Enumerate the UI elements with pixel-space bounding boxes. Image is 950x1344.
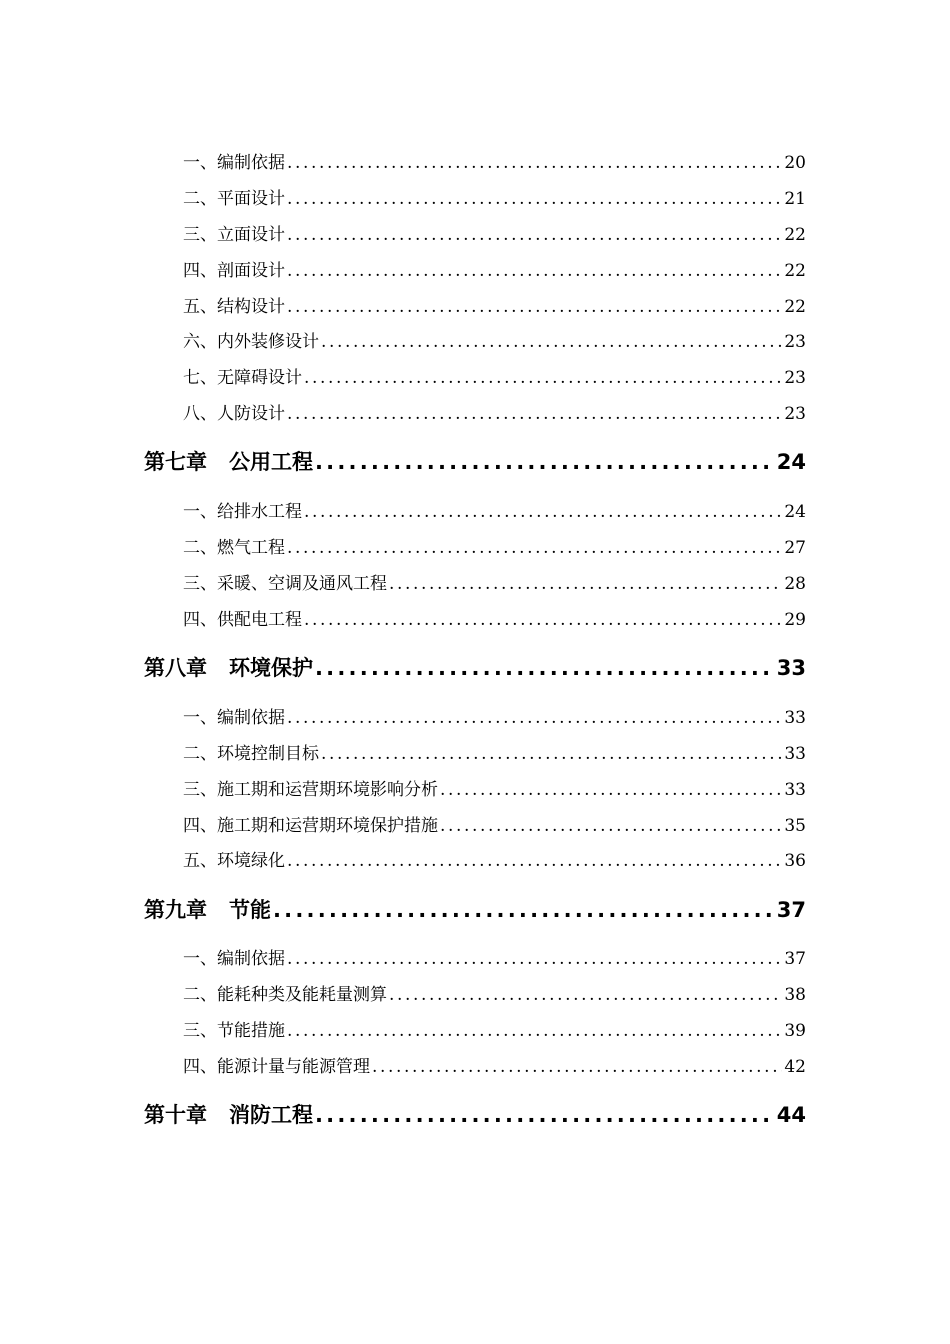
toc-dot-leader <box>287 849 782 873</box>
toc-entry-title: 四、剖面设计 <box>183 261 285 281</box>
toc-entry-title: 三、节能措施 <box>183 1021 285 1041</box>
toc-entry[interactable] <box>183 330 806 354</box>
toc-dot-leader <box>389 572 782 596</box>
toc-chapter-entry[interactable] <box>144 654 806 682</box>
toc-entry-title: 四、供配电工程 <box>183 610 302 630</box>
toc-page-number: 35 <box>784 816 806 836</box>
toc-chapter-title <box>144 448 313 476</box>
toc-dot-leader <box>287 187 782 211</box>
toc-page-number: 44 <box>776 1103 806 1127</box>
toc-entry-title: 五、环境绿化 <box>183 851 285 871</box>
toc-dot-leader <box>304 500 782 524</box>
toc-entry-title: 一、编制依据 <box>183 949 285 969</box>
toc-entry-title: 一、编制依据 <box>183 153 285 173</box>
toc-entry[interactable] <box>183 1019 806 1043</box>
toc-entry-title: 一、编制依据 <box>183 708 285 728</box>
toc-dot-leader <box>304 366 782 390</box>
toc-entry-title: 五、结构设计 <box>183 297 285 317</box>
toc-entry[interactable] <box>183 572 806 596</box>
toc-chapter-number: 第七章 <box>144 450 207 474</box>
toc-entry[interactable] <box>183 536 806 560</box>
toc-dot-leader <box>287 151 782 175</box>
toc-entry[interactable] <box>183 947 806 971</box>
toc-entry[interactable] <box>183 814 806 838</box>
toc-entry-title: 二、环境控制目标 <box>183 744 319 764</box>
toc-page-number: 20 <box>784 153 806 173</box>
toc-chapter-number: 第十章 <box>144 1103 207 1127</box>
toc-entry[interactable] <box>183 223 806 247</box>
toc-entry-title: 一、给排水工程 <box>183 502 302 522</box>
toc-chapter-name: 环境保护 <box>229 656 313 680</box>
toc-entry[interactable] <box>183 187 806 211</box>
toc-dot-leader <box>287 1019 782 1043</box>
toc-dot-leader <box>315 1101 775 1129</box>
toc-page-number: 33 <box>784 780 806 800</box>
toc-chapter-entry[interactable] <box>144 896 806 924</box>
toc-page-number: 27 <box>784 538 806 558</box>
toc-entry[interactable] <box>183 1055 806 1079</box>
toc-page-number: 22 <box>784 297 806 317</box>
toc-entry[interactable] <box>183 151 806 175</box>
toc-chapter-title <box>144 896 271 924</box>
toc-page-number: 29 <box>784 610 806 630</box>
toc-dot-leader <box>315 654 775 682</box>
toc-entry-title: 三、施工期和运营期环境影响分析 <box>183 780 438 800</box>
toc-dot-leader <box>287 402 782 426</box>
toc-chapter-name: 消防工程 <box>229 1103 313 1127</box>
toc-entry[interactable] <box>183 983 806 1007</box>
toc-dot-leader <box>304 608 782 632</box>
toc-chapter-name: 公用工程 <box>229 450 313 474</box>
toc-page-number: 23 <box>784 368 806 388</box>
toc-dot-leader <box>287 947 782 971</box>
toc-dot-leader <box>440 814 782 838</box>
toc-page-number: 24 <box>784 502 806 522</box>
toc-page-number: 23 <box>784 332 806 352</box>
toc-page-number: 36 <box>784 851 806 871</box>
toc-entry-title: 四、施工期和运营期环境保护措施 <box>183 816 438 836</box>
toc-entry[interactable] <box>183 778 806 802</box>
toc-page-number: 33 <box>776 656 806 680</box>
toc-entry-title: 二、平面设计 <box>183 189 285 209</box>
toc-entry[interactable] <box>183 500 806 524</box>
toc-chapter-number: 第八章 <box>144 656 207 680</box>
toc-chapter-entry[interactable] <box>144 448 806 476</box>
toc-entry[interactable] <box>183 295 806 319</box>
toc-page-number: 21 <box>784 189 806 209</box>
toc-dot-leader <box>315 448 775 476</box>
toc-dot-leader <box>287 223 782 247</box>
toc-dot-leader <box>287 536 782 560</box>
toc-entry-title: 八、人防设计 <box>183 404 285 424</box>
toc-entry[interactable] <box>183 259 806 283</box>
toc-page-number: 24 <box>776 450 806 474</box>
toc-entry-title: 二、燃气工程 <box>183 538 285 558</box>
toc-page-number: 28 <box>784 574 806 594</box>
toc-entry-title: 四、能源计量与能源管理 <box>183 1057 370 1077</box>
toc-chapter-title <box>144 1101 313 1129</box>
toc-dot-leader <box>321 742 782 766</box>
toc-page-number: 22 <box>784 225 806 245</box>
toc-entry[interactable] <box>183 608 806 632</box>
toc-chapter-number: 第九章 <box>144 898 207 922</box>
toc-page-number: 37 <box>784 949 806 969</box>
toc-chapter-entry[interactable] <box>144 1101 806 1129</box>
toc-dot-leader <box>440 778 782 802</box>
toc-dot-leader <box>372 1055 782 1079</box>
toc-dot-leader <box>287 706 782 730</box>
toc-chapter-name: 节能 <box>229 898 271 922</box>
toc-entry-title: 七、无障碍设计 <box>183 368 302 388</box>
toc-page-number: 38 <box>784 985 806 1005</box>
toc-page-number: 33 <box>784 708 806 728</box>
toc-dot-leader <box>287 295 782 319</box>
toc-page-number: 39 <box>784 1021 806 1041</box>
toc-entry[interactable] <box>183 402 806 426</box>
toc-chapter-title <box>144 654 313 682</box>
toc-entry-title: 三、立面设计 <box>183 225 285 245</box>
toc-page-number: 33 <box>784 744 806 764</box>
toc-dot-leader <box>273 896 775 924</box>
toc-page-number: 22 <box>784 261 806 281</box>
toc-entry-title: 三、采暖、空调及通风工程 <box>183 574 387 594</box>
toc-dot-leader <box>287 259 782 283</box>
toc-page-number: 23 <box>784 404 806 424</box>
toc-dot-leader <box>389 983 782 1007</box>
toc-entry[interactable] <box>183 366 806 390</box>
toc-entry[interactable] <box>183 849 806 873</box>
toc-entry-title: 六、内外装修设计 <box>183 332 319 352</box>
toc-page-number: 42 <box>784 1057 806 1077</box>
toc-entry[interactable] <box>183 706 806 730</box>
toc-page-number: 37 <box>776 898 806 922</box>
toc-dot-leader <box>321 330 782 354</box>
toc-entry[interactable] <box>183 742 806 766</box>
toc-entry-title: 二、能耗种类及能耗量测算 <box>183 985 387 1005</box>
